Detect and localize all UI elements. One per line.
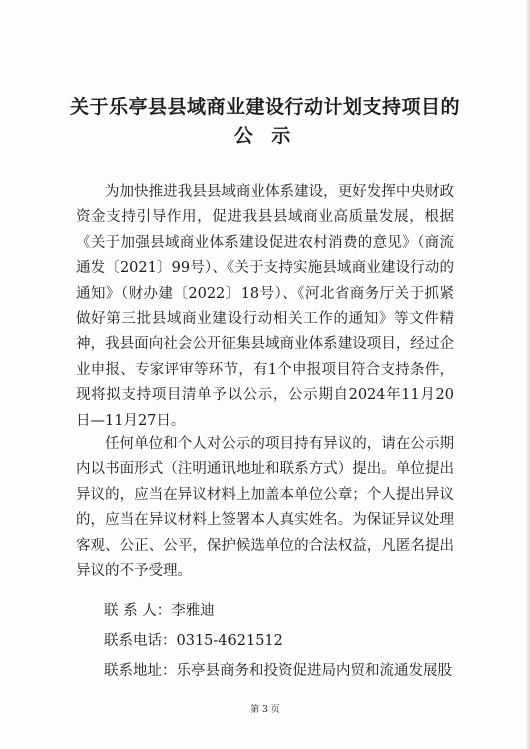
document-title-line-2: 公 示: [233, 125, 297, 147]
page-edge-shadow: [526, 0, 530, 749]
document-title-line-1: 关于乐亭县县域商业建设行动计划支持项目的: [69, 96, 460, 118]
contact-address: 联系地址：乐亭县商务和投资促进局内贸和流通发展股: [104, 663, 452, 679]
body-paragraph-1: 为加快推进我县县域商业体系建设，更好发挥中央财政资金支持引导作用，促进我县县域商业高质量发展，根据《关于加强县域商业体系建设促进农村消费的意见》（商流通发〔2021〕99号）、《关于支持实施县域商业建设行动的通知》（财办建〔2022〕18号）、《河北省商务厅关于抓紧做好第三批县域商业建设行动相关工作的通知》等文件精神，我县面向社会公开征集县域商业体系建设项目，经过企业申报、专家评审等环节，有1个申报项目符合支持条件，现将拟支持项目清单予以公示，公示期自2024年11月20日—11月27日。: [76, 184, 454, 429]
contact-phone: 联系电话：0315-4621512: [104, 633, 283, 649]
contact-person: 联 系 人：李雅迪: [104, 603, 215, 619]
body-paragraph-2: 任何单位和个人对公示的项目持有异议的，请在公示期内以书面形式（注明通讯地址和联系方式）提出。单位提出异议的，应当在异议材料上加盖本单位公章；个人提出异议的，应当在异议材料上签署本人真实姓名。为保证异议处理客观、公正、公平，保护候选单位的合法权益，凡匿名提出异议的不予受理。: [76, 436, 454, 580]
page-number: 第 3 页: [250, 705, 280, 715]
